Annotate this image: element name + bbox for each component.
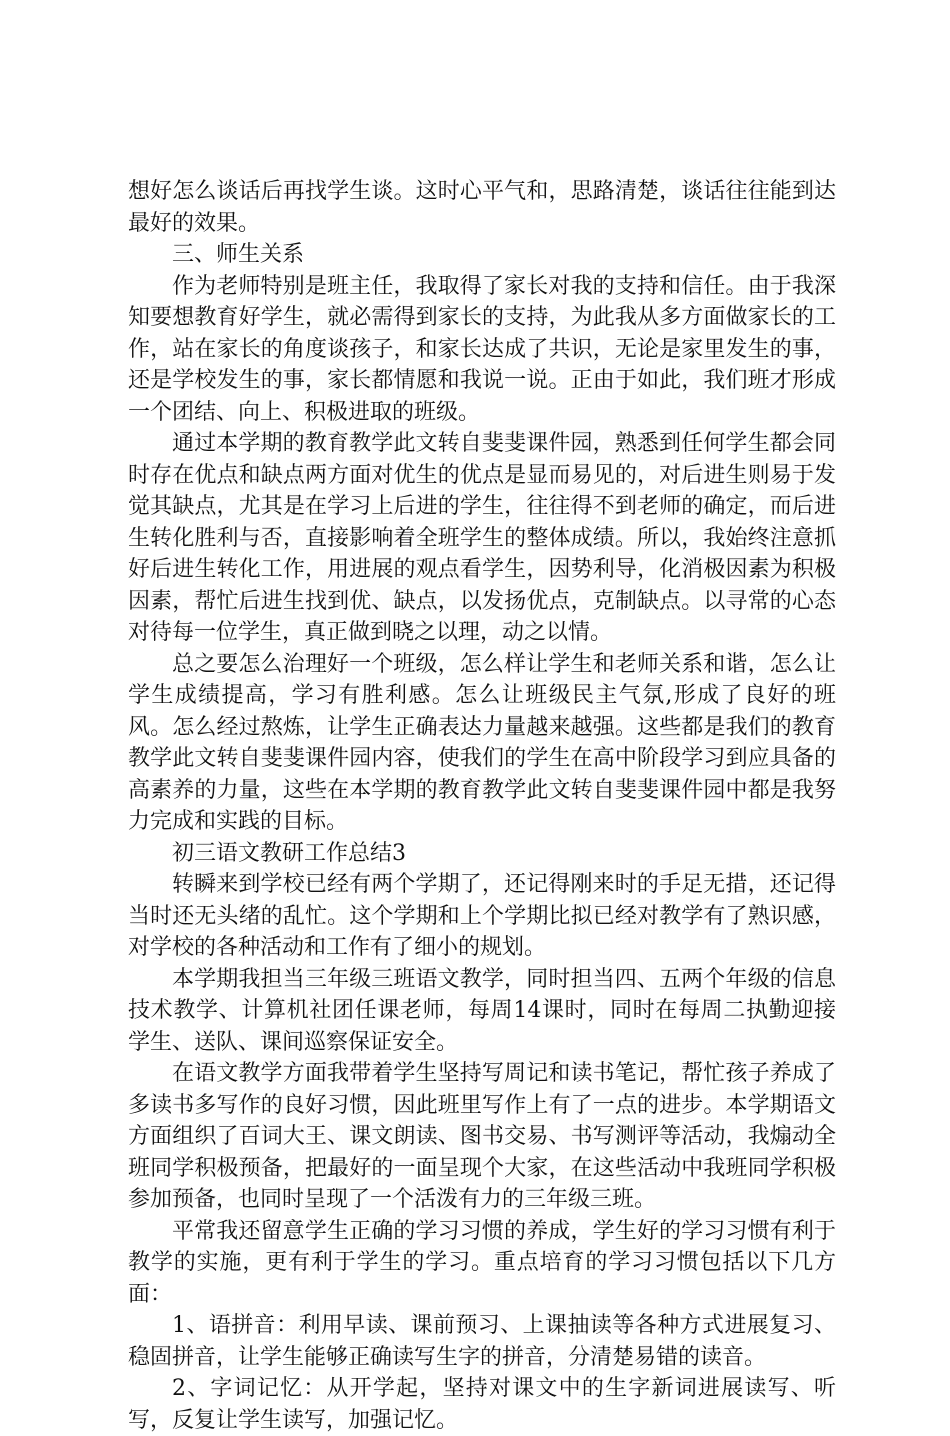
paragraph: 在语文教学方面我带着学生坚持写周记和读书笔记，帮忙孩子养成了多读书多写作的良好习惯，因此班里写作上有了一点的进步。本学期语文方面组织了百词大王、课文朗读、图书交易、书写测评等活动，我煽动全班同学积极预备，把最好的一面呈现个大家，在这些活动中我班同学积极参加预备，也同时呈现了一个活泼有力的三年级三班。 xyxy=(128,1061,836,1212)
paragraph-continuation: 想好怎么谈话后再找学生谈。这时心平气和，思路清楚，谈话往往能到达最好的效果。 xyxy=(128,179,836,236)
document-body xyxy=(128,176,836,1436)
paragraph: 平常我还留意学生正确的学习习惯的养成，学生好的学习习惯有利于教学的实施，更有利于学生的学习。重点培育的学习习惯包括以下几方面： xyxy=(128,1218,836,1307)
list-item-word-memory: 2、字词记忆：从开学起，坚持对课文中的生字新词进展读写、听写，反复让学生读写，加强记忆。 xyxy=(128,1376,836,1433)
section-heading-teacher-student-relations: 三、师生关系 xyxy=(172,242,305,267)
paragraph: 本学期我担当三年级三班语文教学，同时担当四、五两个年级的信息技术教学、计算机社团任课老师，每周14课时，同时在每周二执勤迎接学生、送队、课间巡察保证安全。 xyxy=(128,966,836,1055)
paragraph: 作为老师特别是班主任，我取得了家长对我的支持和信任。由于我深知要想教育好学生，就必需得到家长的支持，为此我从多方面做家长的工作，站在家长的角度谈孩子，和家长达成了共识，无论是家里发生的事，还是学校发生的事，家长都情愿和我说一说。正由于如此，我们班才形成一个团结、向上、积极进取的班级。 xyxy=(128,273,836,425)
paragraph: 总之要怎么治理好一个班级，怎么样让学生和老师关系和谐，怎么让学生成绩提高，学习有胜利感。怎么让班级民主气氛,形成了良好的班风。怎么经过熬炼，让学生正确表达力量越来越强。这些都是我们的教育教学此文转自斐斐课件园内容，使我们的学生在高中阶段学习到应具备的高素养的力量，这些在本学期的教育教学此文转自斐斐课件园中都是我努力完成和实践的目标。 xyxy=(128,651,836,834)
list-item-pinyin: 1、语拼音：利用早读、课前预习、上课抽读等各种方式进展复习、稳固拼音，让学生能够正确读写生字的拼音，分清楚易错的读音。 xyxy=(128,1313,836,1370)
paragraph: 通过本学期的教育教学此文转自斐斐课件园，熟悉到任何学生都会同时存在优点和缺点两方面对优生的优点是显而易见的，对后进生则易于发觉其缺点，尤其是在学习上后进的学生，往往得不到老师的确定，而后进生转化胜利与否，直接影响着全班学生的整体成绩。所以，我始终注意抓好后进生转化工作，用进展的观点看学生，因势利导，化消极因素为积极因素，帮忙后进生找到优、缺点，以发扬优点，克制缺点。以寻常的心态对待每一位学生，真正做到晓之以理，动之以情。 xyxy=(128,431,836,645)
section-heading-summary-3: 初三语文教研工作总结3 xyxy=(172,840,406,866)
paragraph: 转瞬来到学校已经有两个学期了，还记得刚来时的手足无措，还记得当时还无头绪的乱忙。这个学期和上个学期比拟已经对教学有了熟识感，对学校的各种活动和工作有了细小的规划。 xyxy=(128,872,836,960)
